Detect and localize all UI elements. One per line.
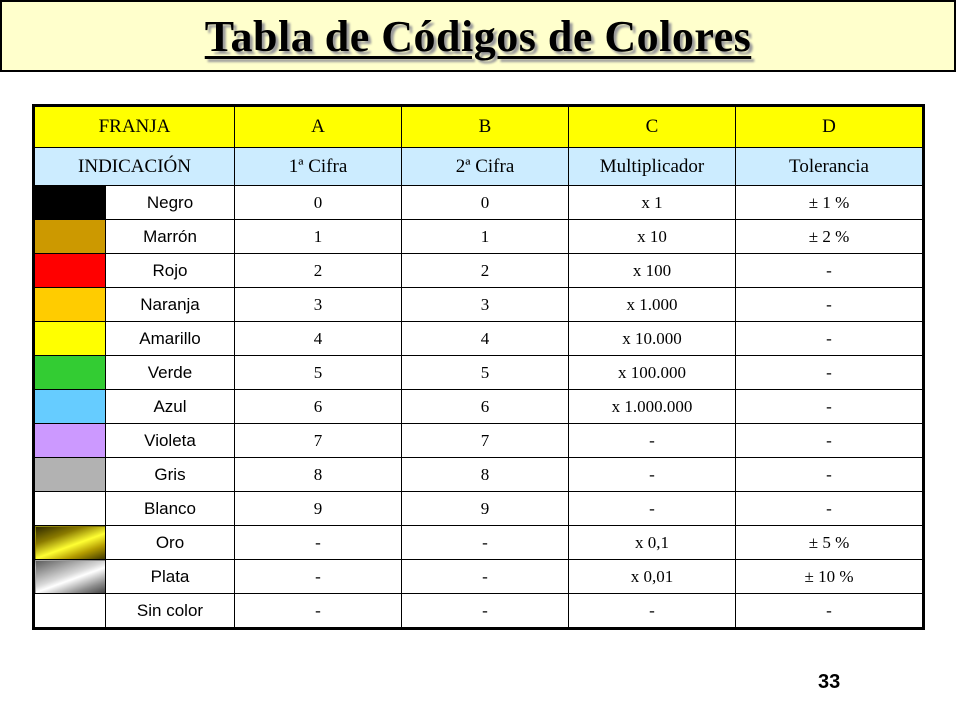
cell-a: 1 (235, 220, 402, 254)
cell-d: - (736, 288, 924, 322)
table-row (34, 288, 924, 322)
cell-c: x 0,1 (569, 526, 736, 560)
color-swatch (34, 424, 106, 458)
cell-d: - (736, 254, 924, 288)
table-row (34, 186, 924, 220)
header-d: D (736, 106, 924, 148)
cell-c: x 0,01 (569, 560, 736, 594)
color-name: Marrón (106, 220, 235, 254)
table-row (34, 458, 924, 492)
page-title: Tabla de Códigos de Colores (204, 11, 752, 61)
color-code-table (32, 104, 925, 630)
cell-c: - (569, 594, 736, 629)
subheader-a: 1ª Cifra (235, 148, 402, 186)
table-row (34, 492, 924, 526)
color-name: Violeta (106, 424, 235, 458)
cell-b: 2 (402, 254, 569, 288)
color-name: Oro (106, 526, 235, 560)
subheader-indicacion: INDICACIÓN (34, 148, 235, 186)
header-franja: FRANJA (34, 106, 235, 148)
cell-b: 5 (402, 356, 569, 390)
cell-c: x 10.000 (569, 322, 736, 356)
cell-b: - (402, 560, 569, 594)
cell-a: 4 (235, 322, 402, 356)
subheader-b: 2ª Cifra (402, 148, 569, 186)
color-name: Rojo (106, 254, 235, 288)
cell-b: 4 (402, 322, 569, 356)
cell-a: - (235, 526, 402, 560)
cell-a: 9 (235, 492, 402, 526)
color-swatch (34, 390, 106, 424)
cell-c: x 100.000 (569, 356, 736, 390)
cell-d: ± 5 % (736, 526, 924, 560)
cell-d: - (736, 390, 924, 424)
cell-d: - (736, 594, 924, 629)
color-swatch (34, 526, 106, 560)
table-row (34, 594, 924, 629)
table-row (34, 560, 924, 594)
cell-c: x 1.000.000 (569, 390, 736, 424)
color-name: Azul (106, 390, 235, 424)
cell-b: 0 (402, 186, 569, 220)
cell-b: 3 (402, 288, 569, 322)
cell-a: 0 (235, 186, 402, 220)
color-name: Naranja (106, 288, 235, 322)
cell-c: x 1 (569, 186, 736, 220)
subheader-d: Tolerancia (736, 148, 924, 186)
cell-d: - (736, 356, 924, 390)
table-row (34, 526, 924, 560)
color-name: Sin color (106, 594, 235, 629)
color-name: Gris (106, 458, 235, 492)
color-name: Negro (106, 186, 235, 220)
subheader-row (34, 148, 924, 186)
table-row (34, 254, 924, 288)
color-swatch (34, 288, 106, 322)
cell-d: ± 2 % (736, 220, 924, 254)
cell-a: - (235, 560, 402, 594)
color-swatch (34, 458, 106, 492)
cell-b: 9 (402, 492, 569, 526)
cell-d: - (736, 492, 924, 526)
cell-d: - (736, 322, 924, 356)
cell-a: 2 (235, 254, 402, 288)
color-swatch (34, 356, 106, 390)
color-name: Verde (106, 356, 235, 390)
header-row (34, 106, 924, 148)
cell-b: - (402, 526, 569, 560)
color-swatch (34, 254, 106, 288)
cell-a: 3 (235, 288, 402, 322)
color-swatch (34, 322, 106, 356)
color-swatch (34, 186, 106, 220)
cell-a: 7 (235, 424, 402, 458)
color-name: Plata (106, 560, 235, 594)
cell-c: - (569, 424, 736, 458)
header-b: B (402, 106, 569, 148)
cell-c: - (569, 492, 736, 526)
cell-a: 6 (235, 390, 402, 424)
cell-b: 8 (402, 458, 569, 492)
color-swatch (34, 492, 106, 526)
color-swatch (34, 220, 106, 254)
cell-d: - (736, 424, 924, 458)
color-swatch (34, 560, 106, 594)
cell-b: 6 (402, 390, 569, 424)
cell-c: x 10 (569, 220, 736, 254)
page-number: 33 (818, 671, 841, 693)
cell-c: - (569, 458, 736, 492)
table-row (34, 390, 924, 424)
subheader-c: Multiplicador (569, 148, 736, 186)
table-row (34, 220, 924, 254)
color-name: Amarillo (106, 322, 235, 356)
cell-a: 5 (235, 356, 402, 390)
table-row (34, 356, 924, 390)
table-row (34, 322, 924, 356)
cell-b: 7 (402, 424, 569, 458)
cell-b: 1 (402, 220, 569, 254)
cell-b: - (402, 594, 569, 629)
cell-d: ± 1 % (736, 186, 924, 220)
table-body (34, 186, 924, 629)
title-banner (0, 0, 956, 72)
table-row (34, 424, 924, 458)
header-a: A (235, 106, 402, 148)
cell-c: x 1.000 (569, 288, 736, 322)
cell-d: - (736, 458, 924, 492)
color-name: Blanco (106, 492, 235, 526)
color-swatch (34, 594, 106, 629)
cell-d: ± 10 % (736, 560, 924, 594)
cell-a: - (235, 594, 402, 629)
header-c: C (569, 106, 736, 148)
cell-c: x 100 (569, 254, 736, 288)
cell-a: 8 (235, 458, 402, 492)
